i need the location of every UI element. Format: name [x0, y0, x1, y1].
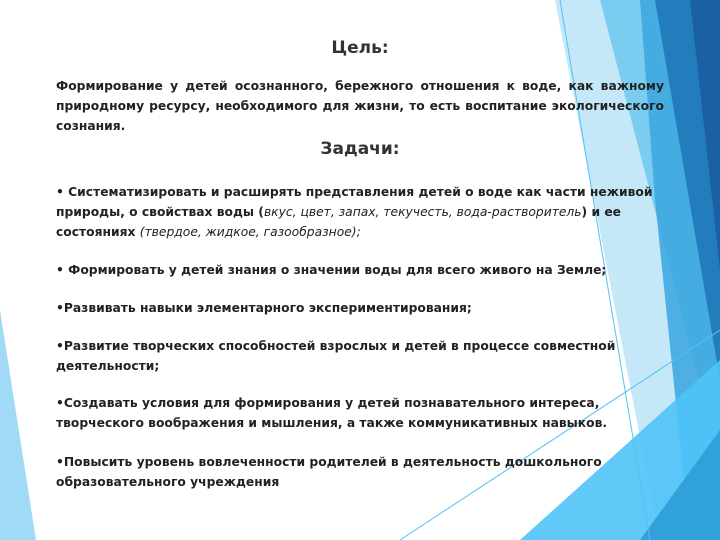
task-item: •Развитие творческих способностей взрослых и детей в процессе совместной деятельности; [56, 339, 616, 373]
task-italic-states: (твердое, жидкое, газообразное); [139, 225, 361, 239]
task-italic-properties: вкус, цвет, запах, текучесть, вода-растворитель [263, 205, 582, 219]
goal-text: Формирование у детей осознанного, бережного отношения к воде, как важному природному ресурсу, необходимого для жизни, то есть воспитание экологического сознания. [56, 79, 664, 133]
task-text-cont: ) и ее состояниях [56, 205, 622, 239]
tasks-heading: Задачи: [320, 139, 400, 159]
task-text: • Систематизировать и расширять представления детей о воде как части неживой природы, о свойствах воды ( [56, 185, 653, 219]
task-item: •Создавать условия для формирования у детей познавательного интереса, творческого воображения и мышления, а также коммуникативных навыков. [56, 396, 608, 430]
task-item [56, 182, 666, 242]
task-item: •Развивать навыки элементарного экспериментирования; [56, 301, 472, 315]
goal-heading: Цель: [331, 38, 389, 58]
task-item: • Формировать у детей знания о значении воды для всего живого на Земле; [56, 263, 607, 277]
task-item: •Повысить уровень вовлеченности родителей в деятельность дошкольного образовательного учреждения [56, 455, 602, 489]
